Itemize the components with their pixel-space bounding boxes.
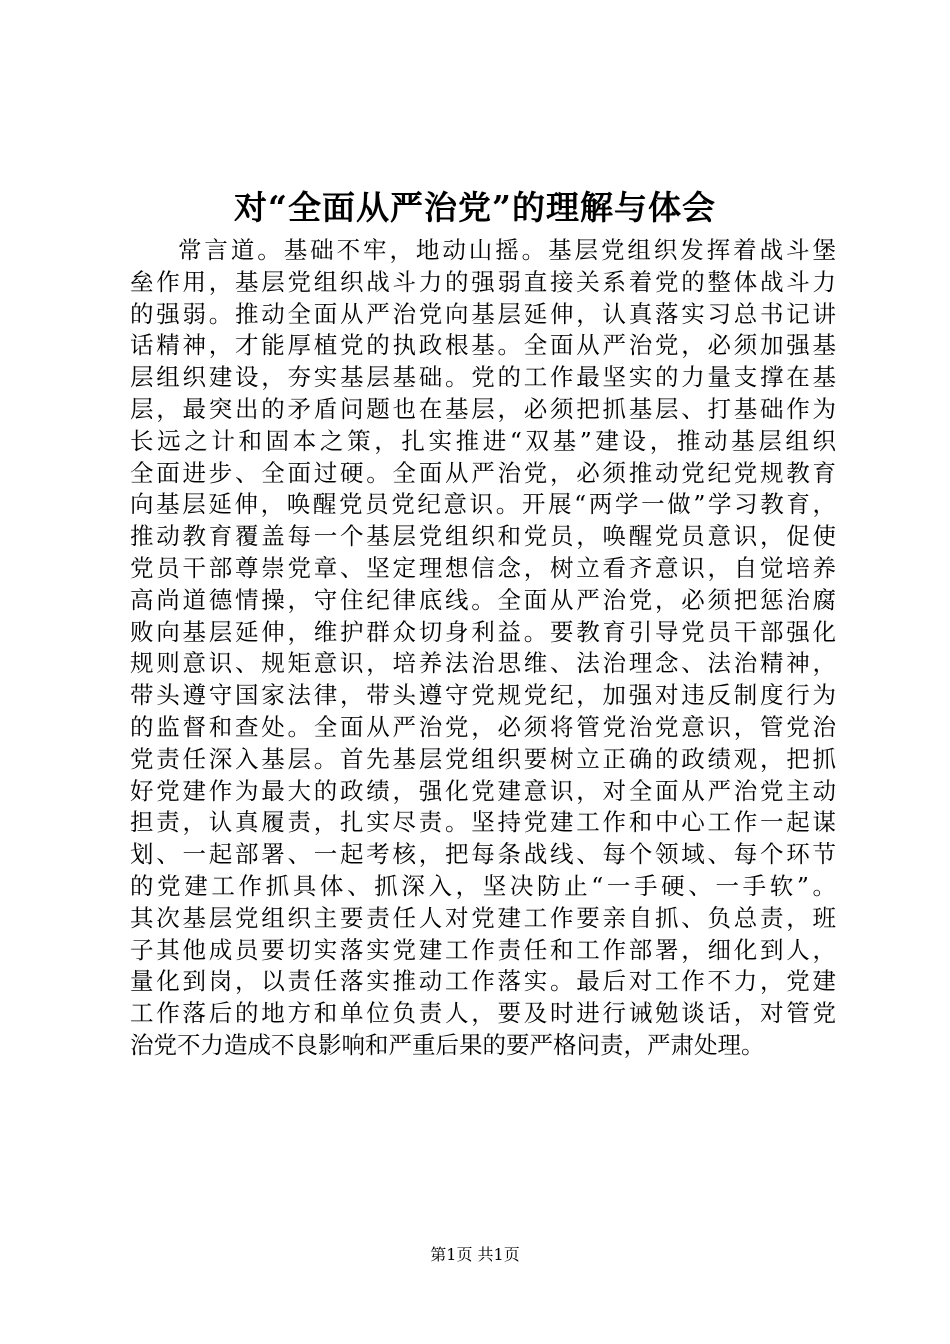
body-line: 党员干部尊崇党章、坚定理想信念，树立看齐意识，自觉培养 bbox=[130, 553, 836, 582]
body-line: 的党建工作抓具体、抓深入，坚决防止“一手硬、一手软”。 bbox=[130, 871, 836, 900]
document-body bbox=[130, 235, 836, 1062]
body-line: 量化到岗，以责任落实推动工作落实。最后对工作不力，党建 bbox=[130, 967, 836, 996]
body-line: 话精神，才能厚植党的执政根基。全面从严治党，必须加强基 bbox=[130, 331, 836, 360]
document-title: 对“全面从严治党”的理解与体会 bbox=[234, 188, 716, 227]
body-line: 层，最突出的矛盾问题也在基层，必须把抓基层、打基础作为 bbox=[130, 394, 836, 423]
body-line: 规则意识、规矩意识，培养法治思维、法治理念、法治精神， bbox=[130, 649, 836, 678]
body-line: 治党不力造成不良影响和严重后果的要严格问责，严肃处理。 bbox=[130, 1030, 765, 1059]
body-line: 全面进步、全面过硬。全面从严治党，必须推动党纪党规教育 bbox=[130, 458, 836, 487]
body-line: 败向基层延伸，维护群众切身利益。要教育引导党员干部强化 bbox=[130, 617, 836, 646]
body-line: 工作落后的地方和单位负责人，要及时进行诫勉谈话，对管党 bbox=[130, 999, 836, 1028]
body-line: 担责，认真履责，扎实尽责。坚持党建工作和中心工作一起谋 bbox=[130, 808, 836, 837]
body-line: 好党建作为最大的政绩，强化党建意识，对全面从严治党主动 bbox=[130, 776, 836, 805]
body-line: 常言道。基础不牢，地动山摇。基层党组织发挥着战斗堡 bbox=[178, 236, 836, 264]
body-line: 的强弱。推动全面从严治党向基层延伸，认真落实习总书记讲 bbox=[130, 299, 836, 328]
body-line: 划、一起部署、一起考核，把每条战线、每个领域、每个环节 bbox=[130, 840, 836, 869]
body-line: 层组织建设，夯实基层基础。党的工作最坚实的力量支撑在基 bbox=[130, 363, 836, 392]
body-line: 高尚道德情操，守住纪律底线。全面从严治党，必须把惩治腐 bbox=[130, 585, 836, 614]
body-line: 带头遵守国家法律，带头遵守党规党纪，加强对违反制度行为 bbox=[130, 681, 836, 710]
body-line: 推动教育覆盖每一个基层党组织和党员，唤醒党员意识，促使 bbox=[130, 522, 836, 551]
page-number-footer: 第1页 共1页 bbox=[430, 1245, 520, 1264]
body-line: 垒作用，基层党组织战斗力的强弱直接关系着党的整体战斗力 bbox=[130, 267, 836, 296]
body-line: 的监督和查处。全面从严治党，必须将管党治党意识，管党治 bbox=[130, 712, 836, 741]
body-line: 子其他成员要切实落实党建工作责任和工作部署，细化到人， bbox=[130, 935, 836, 964]
body-line: 其次基层党组织主要责任人对党建工作要亲自抓、负总责，班 bbox=[130, 903, 836, 932]
body-line: 长远之计和固本之策，扎实推进“双基”建设，推动基层组织 bbox=[130, 426, 836, 455]
body-line: 向基层延伸，唤醒党员党纪意识。开展“两学一做”学习教育， bbox=[130, 490, 836, 519]
body-line: 党责任深入基层。首先基层党组织要树立正确的政绩观，把抓 bbox=[130, 744, 836, 773]
